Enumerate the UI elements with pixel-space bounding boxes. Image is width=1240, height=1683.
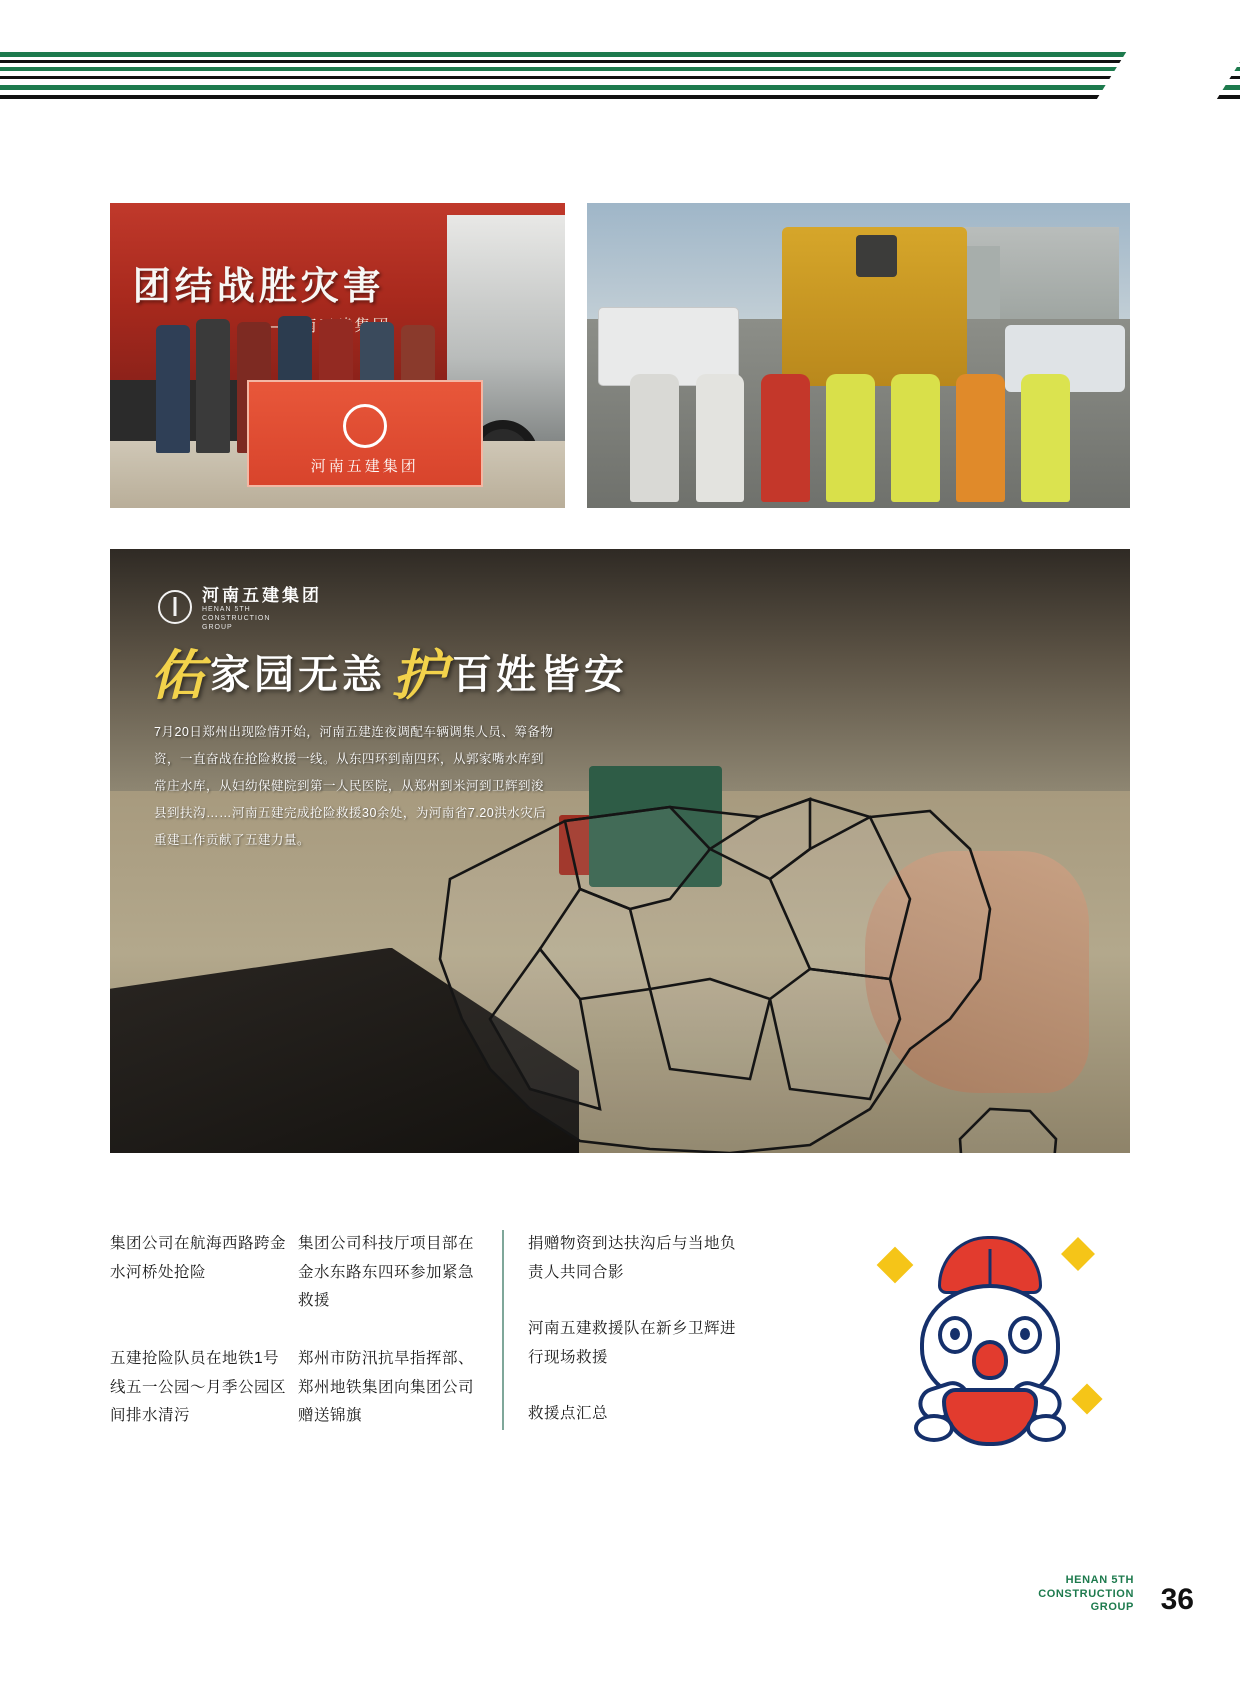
caption-text: 河南五建救援队在新乡卫辉进行现场救援 [528, 1320, 737, 1366]
headline-part-1: 佑 [150, 645, 204, 706]
photo2-person [956, 374, 1005, 502]
page-footer [0, 1559, 1240, 1619]
photo1-red-flag [247, 380, 484, 487]
caption-divider [502, 1230, 504, 1430]
photo2-wheel-loader [782, 227, 967, 386]
mascot-body [942, 1388, 1038, 1446]
headline-part-2: 家园无恙 [210, 652, 386, 697]
headline-part-3: 护 [392, 645, 446, 706]
mascot-face [920, 1284, 1060, 1404]
stripe-black-1 [0, 60, 1240, 63]
photo1-banner-headline: 团结战胜灾害 [132, 265, 385, 308]
photo1-person [156, 325, 190, 453]
footer-brand-line-3: GROUP [1090, 1601, 1134, 1614]
caption-text: 捐赠物资到达扶沟后与当地负责人共同合影 [528, 1235, 737, 1281]
company-logo-en-1: HENAN 5TH [202, 606, 251, 613]
footer-brand-line-2: CONSTRUCTION [1038, 1587, 1134, 1600]
company-logo-cn: 河南五建集团 [202, 586, 322, 605]
photo2-person [1021, 374, 1070, 502]
photo2-person [891, 374, 940, 502]
photo2-person [696, 374, 745, 502]
stripe-green-2 [0, 67, 1240, 71]
page-number: 36 [1160, 1583, 1194, 1616]
company-logo-en-3: GROUP [202, 623, 233, 631]
stripe-green-1 [0, 52, 1240, 57]
mascot-pupil [1020, 1328, 1030, 1340]
mascot-diamond-icon [877, 1247, 914, 1284]
footer-brand-line-1: HENAN 5TH [1065, 1573, 1134, 1586]
mascot-eye-right [1008, 1316, 1042, 1354]
mascot-eye-left [938, 1316, 972, 1354]
stripe-green-3 [0, 85, 1240, 90]
headline-part-4: 百姓皆安 [452, 652, 628, 697]
caption-text: 集团公司在航海西路跨金水河桥处抢险 [110, 1235, 287, 1281]
mascot-foot-right [1026, 1414, 1066, 1442]
photo-rescue-map-composite [110, 549, 1130, 1153]
header-stripe-decoration [0, 52, 1240, 108]
photo-loader-rescue [587, 203, 1130, 508]
map-outline-svg [110, 549, 1130, 1153]
caption-text: 救援点汇总 [528, 1405, 609, 1422]
photo2-loader-cab [856, 235, 897, 276]
stripe-black-2 [0, 76, 1240, 79]
photo1-flag-logo [343, 404, 387, 448]
photo1-flag-label: 河南五建集团 [310, 458, 419, 476]
company-logo-en-2: CONSTRUCTION [202, 614, 271, 622]
photo2-person [630, 374, 679, 502]
photo1-person [196, 319, 230, 453]
footer-brand [1038, 1574, 1134, 1615]
mascot-pupil [950, 1328, 960, 1340]
photo-team-banner [110, 203, 565, 508]
mascot-nose [972, 1340, 1008, 1380]
photo2-person [761, 374, 810, 502]
mascot-diamond-icon [1071, 1383, 1102, 1414]
caption-text: 郑州市防汛抗旱指挥部、郑州地铁集团向集团公司赠送锦旗 [298, 1350, 475, 1425]
photo2-person [826, 374, 875, 502]
mascot-foot-left [914, 1414, 954, 1442]
map-overlay [110, 549, 1130, 1153]
caption-text: 五建抢险队员在地铁1号线五一公园～月季公园区间排水清污 [110, 1350, 287, 1425]
mascot-illustration [880, 1228, 1100, 1458]
mascot-diamond-icon [1061, 1237, 1095, 1271]
caption-text: 集团公司科技厅项目部在金水东路东四环参加紧急救援 [298, 1235, 475, 1310]
stripe-black-3 [0, 95, 1240, 99]
photo3-body-paragraph: 7月20日郑州出现险情开始，河南五建连夜调配车辆调集人员、筹备物资，一直奋战在抢险救援一线。从东四环到南四环，从郭家嘴水库到常庄水库，从妇幼保健院到第一人民医院，从郑州到米河到卫辉到浚县到扶沟……河南五建完成抢险救援30余处，为河南省7.20洪水灾后重建工作贡献了五建力量。 [154, 725, 554, 847]
